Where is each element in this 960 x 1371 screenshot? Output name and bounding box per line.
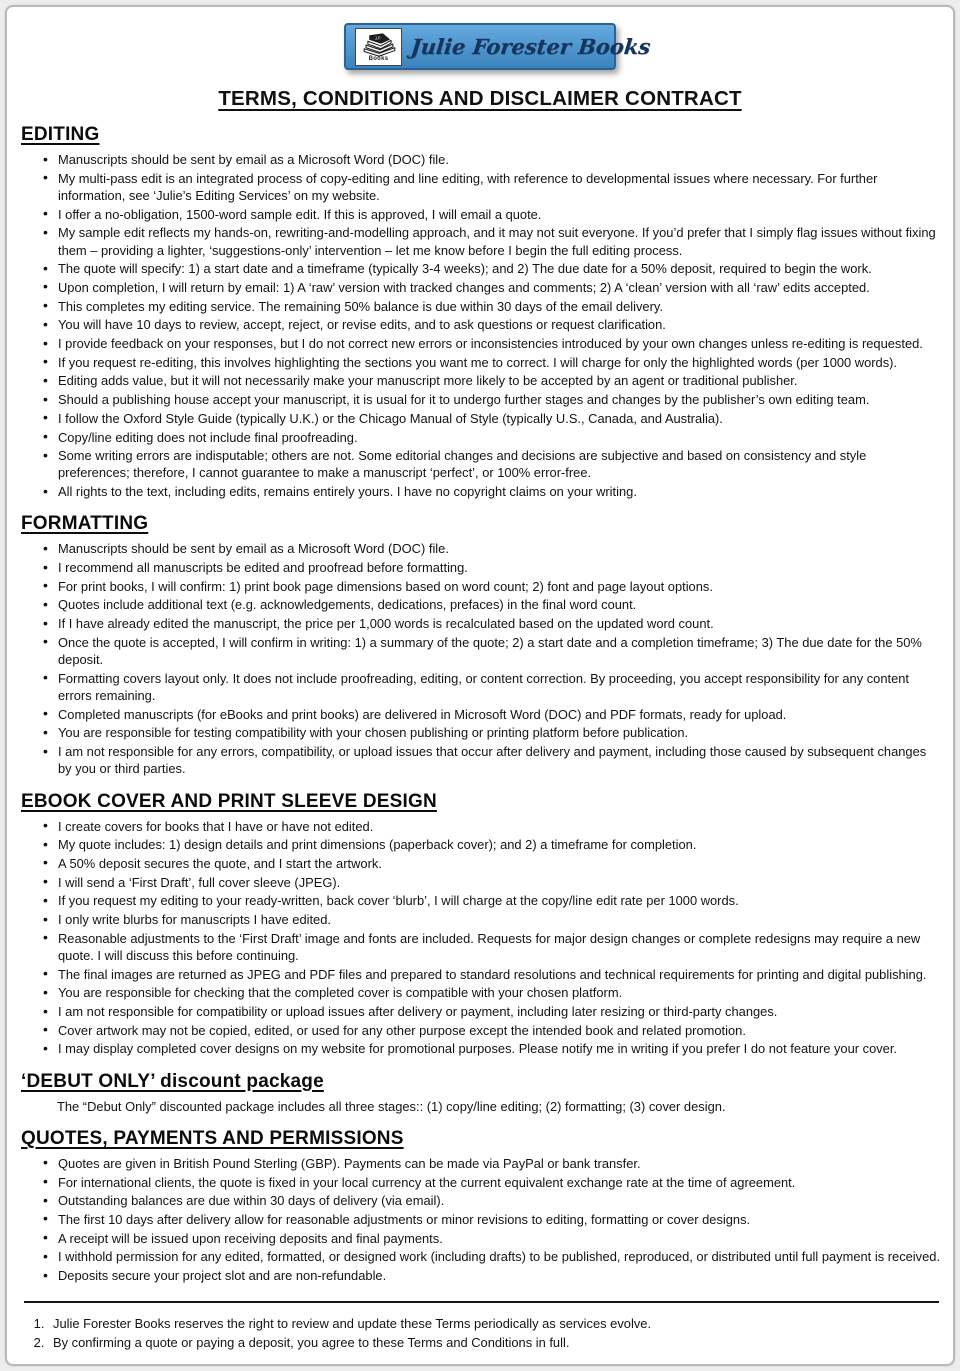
brand-name: Julie Forester Books — [409, 34, 652, 59]
page-title: TERMS, CONDITIONS AND DISCLAIMER CONTRACT — [218, 87, 742, 110]
bullet-item: • I am not responsible for any errors, compatibility, or upload issues that occur after delivery and payment, including those caused by subsequent changes by you or third parties. — [43, 743, 941, 777]
bullet-item: • Completed manuscripts (for eBooks and print books) are delivered in Microsoft Word (DOC) and PDF formats, ready for upload. — [43, 706, 941, 723]
bullet-item: • If I have already edited the manuscript, the price per 1,000 words is recalculated based on the updated word count. — [43, 615, 941, 632]
bullet-item: • I only write blurbs for manuscripts I have edited. — [43, 911, 941, 928]
bullet-item: • I create covers for books that I have or have not edited. — [43, 818, 941, 835]
bullet-item: • This completes my editing service. The remaining 50% balance is due within 30 days of the email delivery. — [43, 298, 941, 315]
section-ebook-cover-design — [19, 791, 941, 1058]
bullet-item: • I withhold permission for any edited, formatted, or designed work (including drafts) to be published, reproduced, or distributed until full payment is received. — [43, 1248, 941, 1265]
bullet-item: • Copy/line editing does not include final proofreading. — [43, 429, 941, 446]
bullet-list-editing — [19, 151, 941, 500]
bullet-item: • Should a publishing house accept your manuscript, it is usual for it to undergo further stages and changes by the publisher’s own editing team. — [43, 391, 941, 408]
bullet-item: • Quotes are given in British Pound Sterling (GBP). Payments can be made via PayPal or bank transfer. — [43, 1155, 941, 1172]
bullet-item: • Upon completion, I will return by email: 1) A ‘raw’ version with tracked changes and comments; 2) A ‘clean’ version with all ‘raw’ edits accepted. — [43, 279, 941, 296]
bullet-item: • For print books, I will confirm: 1) print book page dimensions based on word count; 2) font and page layout options. — [43, 578, 941, 595]
section-heading-editing: EDITING — [21, 124, 100, 145]
bullet-item: • My quote includes: 1) design details and print dimensions (paperback cover); and 2) a timeframe for completion. — [43, 836, 941, 853]
bullet-item: • You are responsible for checking that the completed cover is compatible with your chosen platform. — [43, 984, 941, 1001]
bullet-item: • Editing adds value, but it will not necessarily make your manuscript more likely to be accepted by an agent or traditional publisher. — [43, 372, 941, 389]
bullet-item: • Manuscripts should be sent by email as a Microsoft Word (DOC) file. — [43, 540, 941, 557]
bullet-item: • Reasonable adjustments to the ‘First Draft’ image and fonts are included. Requests for major design changes or complete redesigns may require a new quote. I will discuss this before continuing. — [43, 930, 941, 964]
bullet-item: • The final images are returned as JPEG and PDF files and prepared to standard resolutions and technical requirements for printing and digital publishing. — [43, 966, 941, 983]
bullet-item: • Deposits secure your project slot and are non-refundable. — [43, 1267, 941, 1284]
bullet-item: • If you request my editing to your ready-written, back cover ‘blurb’, I will charge at the copy/line edit rate per 1000 words. — [43, 892, 941, 909]
bullet-item: • Manuscripts should be sent by email as a Microsoft Word (DOC) file. — [43, 151, 941, 168]
bullet-item: • For international clients, the quote is fixed in your local currency at the current equivalent exchange rate at the time of agreement. — [43, 1174, 941, 1191]
bullet-item: • I will send a ‘First Draft’, full cover sleeve (JPEG). — [43, 874, 941, 891]
footnote-1: 1. Julie Forester Books reserves the right to review and update these Terms periodically as services evolve. — [48, 1314, 943, 1333]
section-editing — [19, 124, 941, 500]
bullet-item: • The quote will specify: 1) a start date and a timeframe (typically 3-4 weeks); and 2) The due date for a 50% deposit, required to begin the work. — [43, 260, 941, 277]
section-debut-only — [19, 1071, 941, 1115]
section-heading-debut-only: ‘DEBUT ONLY’ discount package — [21, 1070, 324, 1092]
document-header — [17, 23, 943, 111]
bullet-item: • A 50% deposit secures the quote, and I start the artwork. — [43, 855, 941, 872]
footer-divider — [24, 1301, 939, 1303]
bullet-item: • Quotes include additional text (e.g. acknowledgements, dedications, prefaces) in the final word count. — [43, 596, 941, 613]
bullet-item: • A receipt will be issued upon receiving deposits and final payments. — [43, 1230, 941, 1247]
bullet-item: • Once the quote is accepted, I will confirm in writing: 1) a summary of the quote; 2) a start date and a completion timeframe; 3) The due date for the 50% deposit. — [43, 634, 941, 668]
sections-container — [17, 124, 943, 1284]
section-heading-formatting: FORMATTING — [21, 513, 149, 535]
svg-text:J.F.: J.F. — [374, 34, 381, 41]
bullet-list-formatting — [19, 540, 941, 777]
section-quotes-payments-permissions — [19, 1128, 941, 1284]
section-heading-quotes-payments-permissions: QUOTES, PAYMENTS AND PERMISSIONS — [21, 1127, 404, 1149]
section-paragraph-debut-only: The “Debut Only” discounted package includes all three stages:: (1) copy/line editing; (2) formatting; (3) cover design. — [57, 1098, 726, 1114]
bullet-item: • I am not responsible for compatibility or upload issues after delivery or payment, including later resizing or third-party changes. — [43, 1003, 941, 1020]
document-page — [5, 5, 955, 1366]
bullet-item: • If you request re-editing, this involves highlighting the sections you want me to correct. I will charge for only the highlighted words (per 1000 words). — [43, 354, 941, 371]
bullet-item: • My sample edit reflects my hands-on, rewriting-and-modelling approach, and it may not suit everyone. If you’d prefer that I simply flag issues without fixing them – providing a lighter, ‘suggestions-only’ intervention – let me know before I begin the full editing process. — [43, 224, 941, 258]
bullet-item: • I provide feedback on your responses, but I do not correct new errors or inconsistencies introduced by your own changes unless re-editing is requested. — [43, 335, 941, 352]
section-formatting — [19, 513, 941, 777]
footnote-2: 2. By confirming a quote or paying a deposit, you agree to these Terms and Conditions in full. — [48, 1333, 943, 1352]
bullet-item: • Outstanding balances are due within 30 days of delivery (via email). — [43, 1192, 941, 1209]
brand-banner — [344, 23, 652, 70]
bullet-item: • Formatting covers layout only. It does not include proofreading, editing, or content correction. By proceeding, you accept responsibility for any content errors remaining. — [43, 670, 941, 704]
books-stack-icon — [355, 28, 402, 66]
bullet-item: • I may display completed cover designs on my website for promotional purposes. Please notify me in writing if you prefer I do not feature your cover. — [43, 1040, 941, 1057]
bullet-item: • I recommend all manuscripts be edited and proofread before formatting. — [43, 559, 941, 576]
bullet-item: • I follow the Oxford Style Guide (typically U.K.) or the Chicago Manual of Style (typically U.S., Canada, and Australia). — [43, 410, 941, 427]
bullet-item: • You will have 10 days to review, accept, reject, or revise edits, and to ask questions or request clarification. — [43, 316, 941, 333]
bullet-item: • I offer a no-obligation, 1500-word sample edit. If this is approved, I will email a quote. — [43, 206, 941, 223]
bullet-item: • You are responsible for testing compatibility with your chosen publishing or printing platform before publication. — [43, 724, 941, 741]
section-heading-ebook-cover-design: EBOOK COVER AND PRINT SLEEVE DESIGN — [21, 790, 437, 812]
bullet-item: • The first 10 days after delivery allow for reasonable adjustments or minor revisions to editing, formatting or cover designs. — [43, 1211, 941, 1228]
bullet-item: • Some writing errors are indisputable; others are not. Some editorial changes and decisions are subjective and based on consistency and style preferences; therefore, I cannot guarantee to make a manuscript ‘perfect’, or 100% error-free. — [43, 447, 941, 481]
bullet-item: • Cover artwork may not be copied, edited, or used for any other purpose except the intended book and related promotion. — [43, 1022, 941, 1039]
books-icon-caption: Books — [368, 55, 389, 62]
bullet-list-quotes-payments-permissions — [19, 1155, 941, 1284]
bullet-item: • All rights to the text, including edits, remains entirely yours. I have no copyright claims on your writing. — [43, 483, 941, 500]
bullet-list-ebook-cover-design — [19, 818, 941, 1058]
footnotes-list — [30, 1314, 943, 1352]
bullet-item: • My multi-pass edit is an integrated process of copy-editing and line editing, with reference to developmental issues where necessary. For further information, see ‘Julie’s Editing Services’ on my website. — [43, 170, 941, 204]
